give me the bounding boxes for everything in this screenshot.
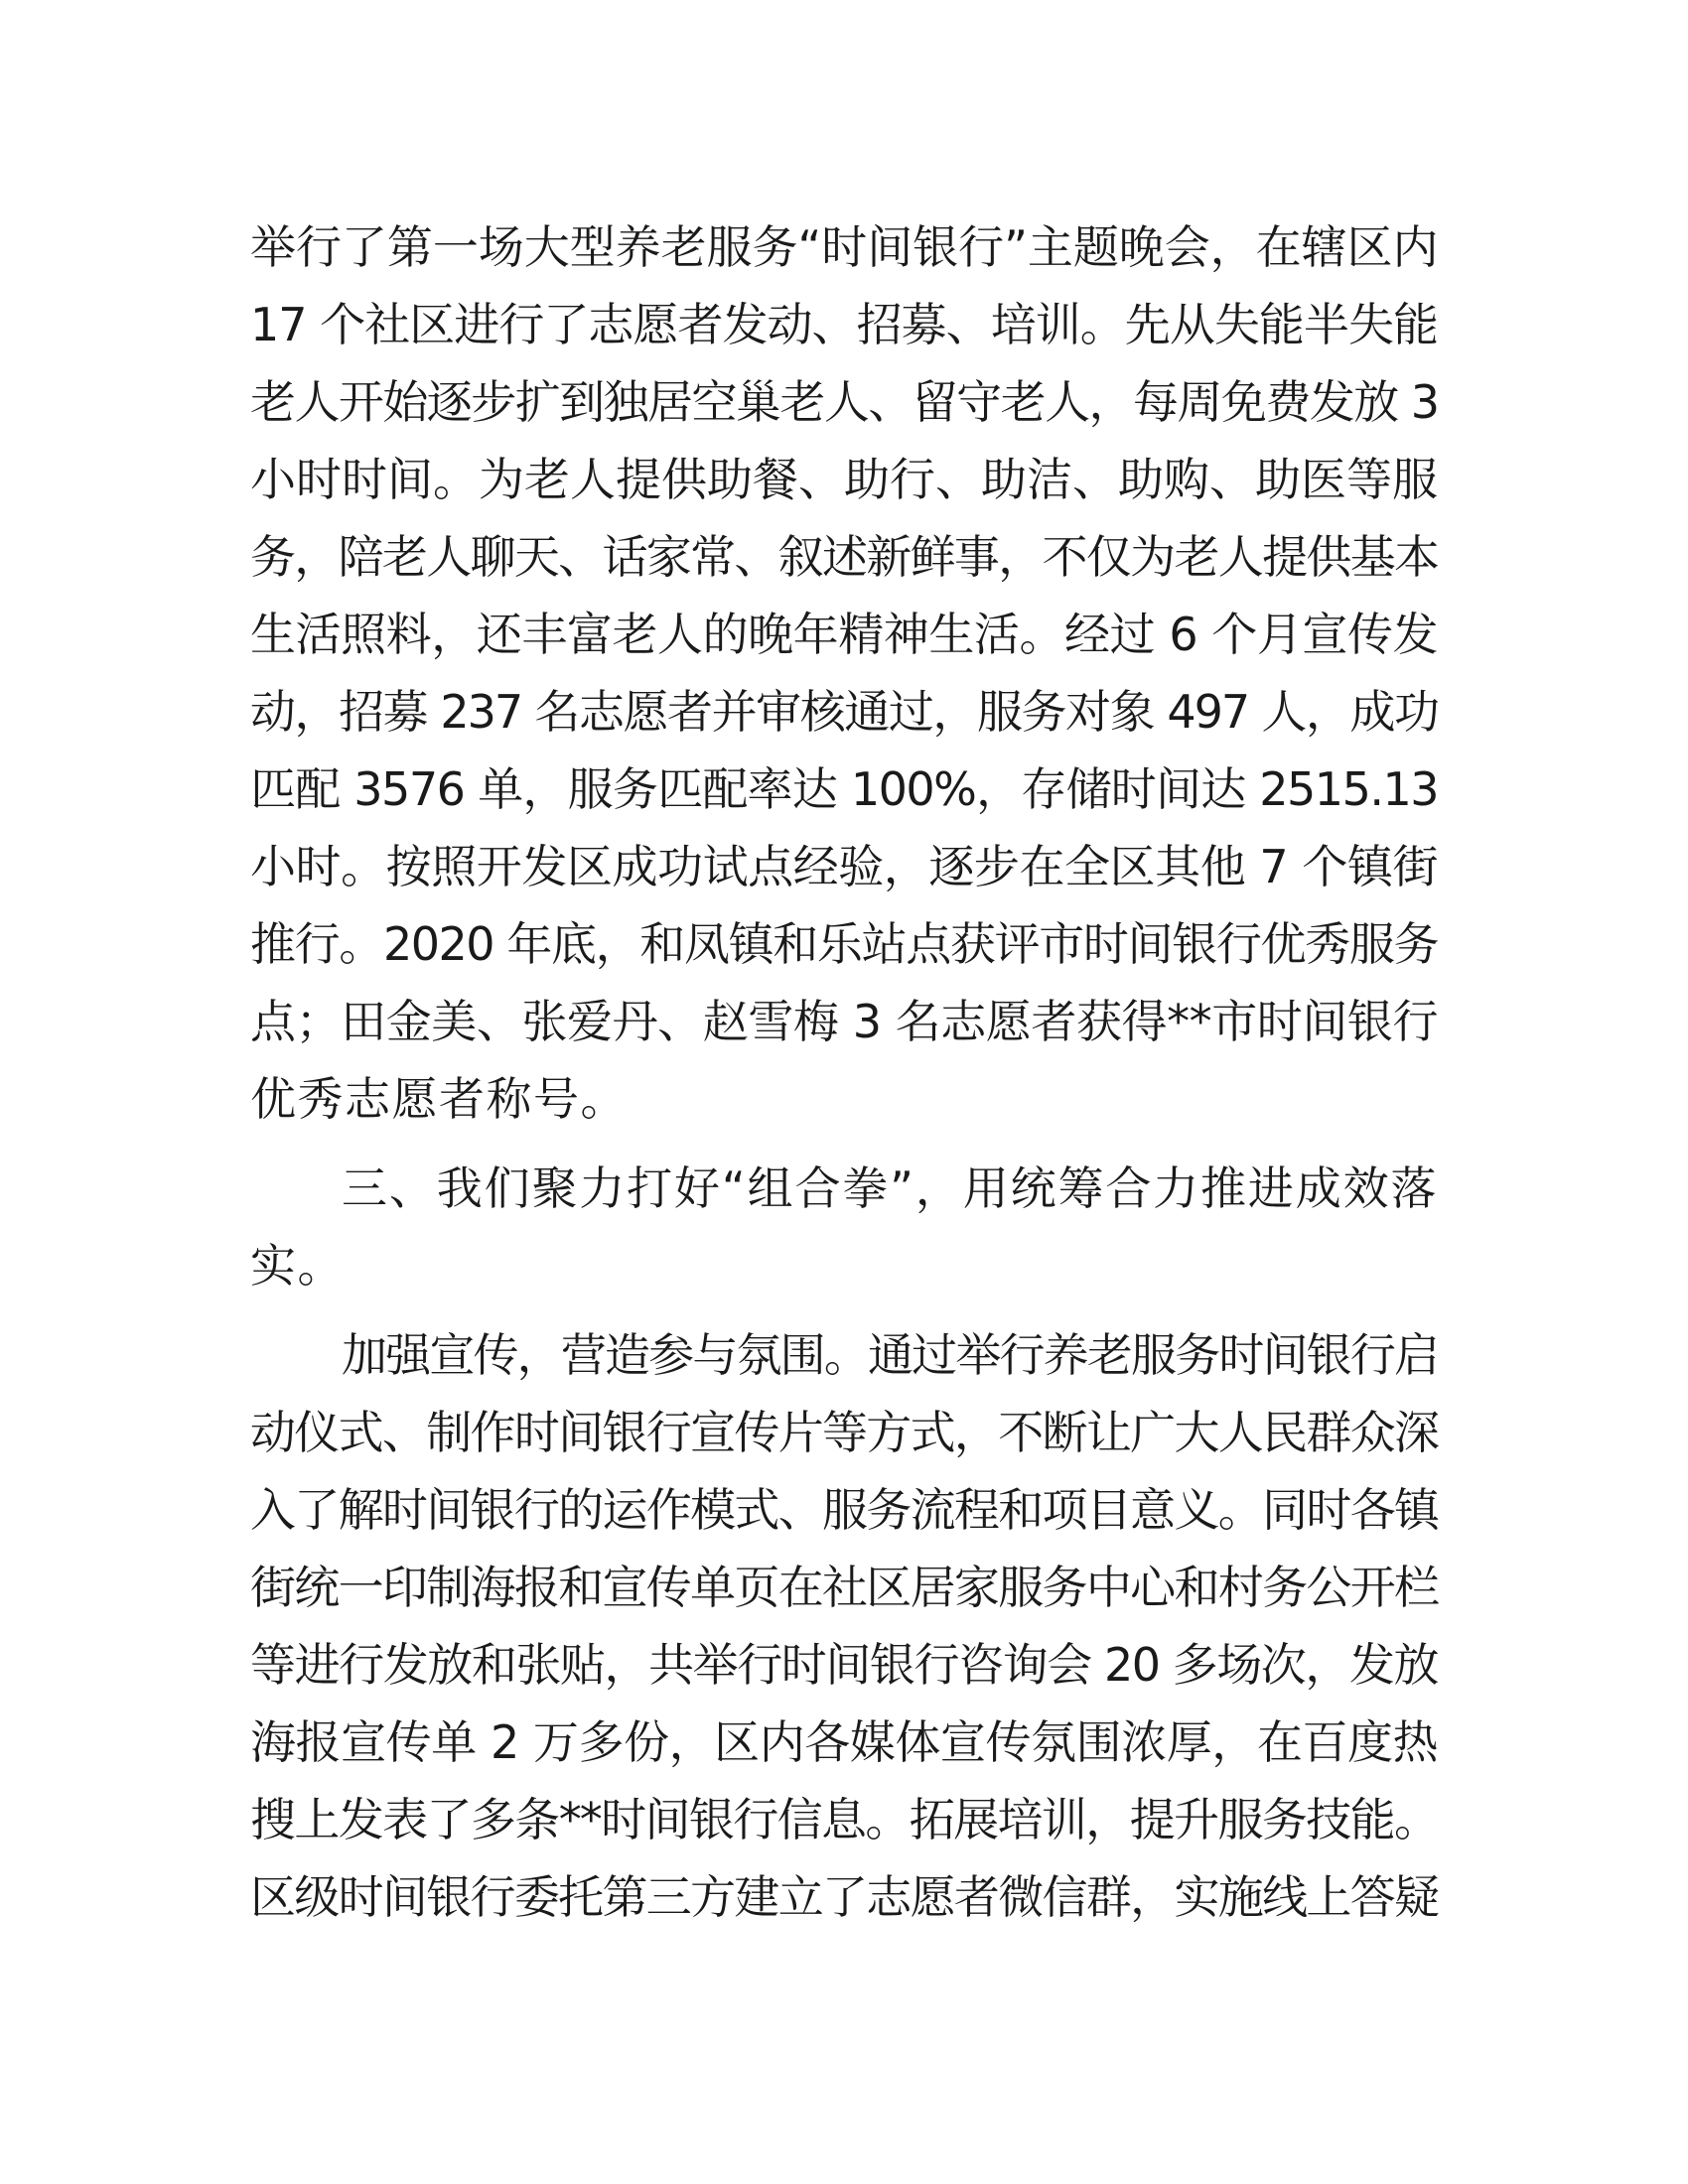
section-heading-line-1: 三、我们聚力打好“组合拳”，用统筹合力推进成效落: [342, 1161, 1438, 1215]
paragraph-2-line-5: 等进行发放和张贴，共举行时间银行咨询会 20 多场次，发放: [250, 1638, 1438, 1692]
paragraph-2-line-1: 加强宣传，营造参与氛围。通过举行养老服务时间银行启: [342, 1328, 1438, 1382]
paragraph-1-line-5: 务，陪老人聊天、话家常、叙述新鲜事，不仅为老人提供基本: [250, 530, 1438, 584]
paragraph-1-line-2: 17 个社区进行了志愿者发动、招募、培训。先从失能半失能: [250, 298, 1438, 351]
paragraph-1-line-3: 老人开始逐步扩到独居空巢老人、留守老人，每周免费发放 3: [250, 375, 1438, 429]
paragraph-2-line-2: 动仪式、制作时间银行宣传片等方式，不断让广大人民群众深: [250, 1406, 1438, 1459]
section-heading-line-2: 实。: [250, 1239, 345, 1293]
paragraph-2-line-4: 街统一印制海报和宣传单页在社区居家服务中心和村务公开栏: [250, 1561, 1438, 1614]
paragraph-1-line-9: 小时。按照开发区成功试点经验，逐步在全区其他 7 个镇街: [250, 840, 1438, 893]
paragraph-1-line-10: 推行。2020 年底，和凤镇和乐站点获评市时间银行优秀服务: [250, 917, 1438, 971]
paragraph-1-line-4: 小时时间。为老人提供助餐、助行、助洁、助购、助医等服: [250, 453, 1438, 506]
paragraph-1-line-12: 优秀志愿者称号。: [250, 1072, 628, 1126]
paragraph-1-line-8: 匹配 3576 单，服务匹配率达 100%，存储时间达 2515.13: [250, 762, 1438, 816]
paragraph-2-line-7: 搜上发表了多条**时间银行信息。拓展培训，提升服务技能。: [250, 1793, 1438, 1846]
paragraph-1-line-7: 动，招募 237 名志愿者并审核通过，服务对象 497 人，成功: [250, 685, 1438, 739]
paragraph-2-line-6: 海报宣传单 2 万多份，区内各媒体宣传氛围浓厚，在百度热: [250, 1715, 1438, 1769]
paragraph-1-line-11: 点；田金美、张爱丹、赵雪梅 3 名志愿者获得**市时间银行: [250, 995, 1438, 1048]
paragraph-2-line-3: 入了解时间银行的运作模式、服务流程和项目意义。同时各镇: [250, 1483, 1438, 1537]
paragraph-1-line-1: 举行了第一场大型养老服务“时间银行”主题晚会，在辖区内: [250, 220, 1438, 274]
paragraph-2-line-8: 区级时间银行委托第三方建立了志愿者微信群，实施线上答疑: [250, 1870, 1438, 1924]
paragraph-1-line-6: 生活照料，还丰富老人的晚年精神生活。经过 6 个月宣传发: [250, 608, 1438, 661]
